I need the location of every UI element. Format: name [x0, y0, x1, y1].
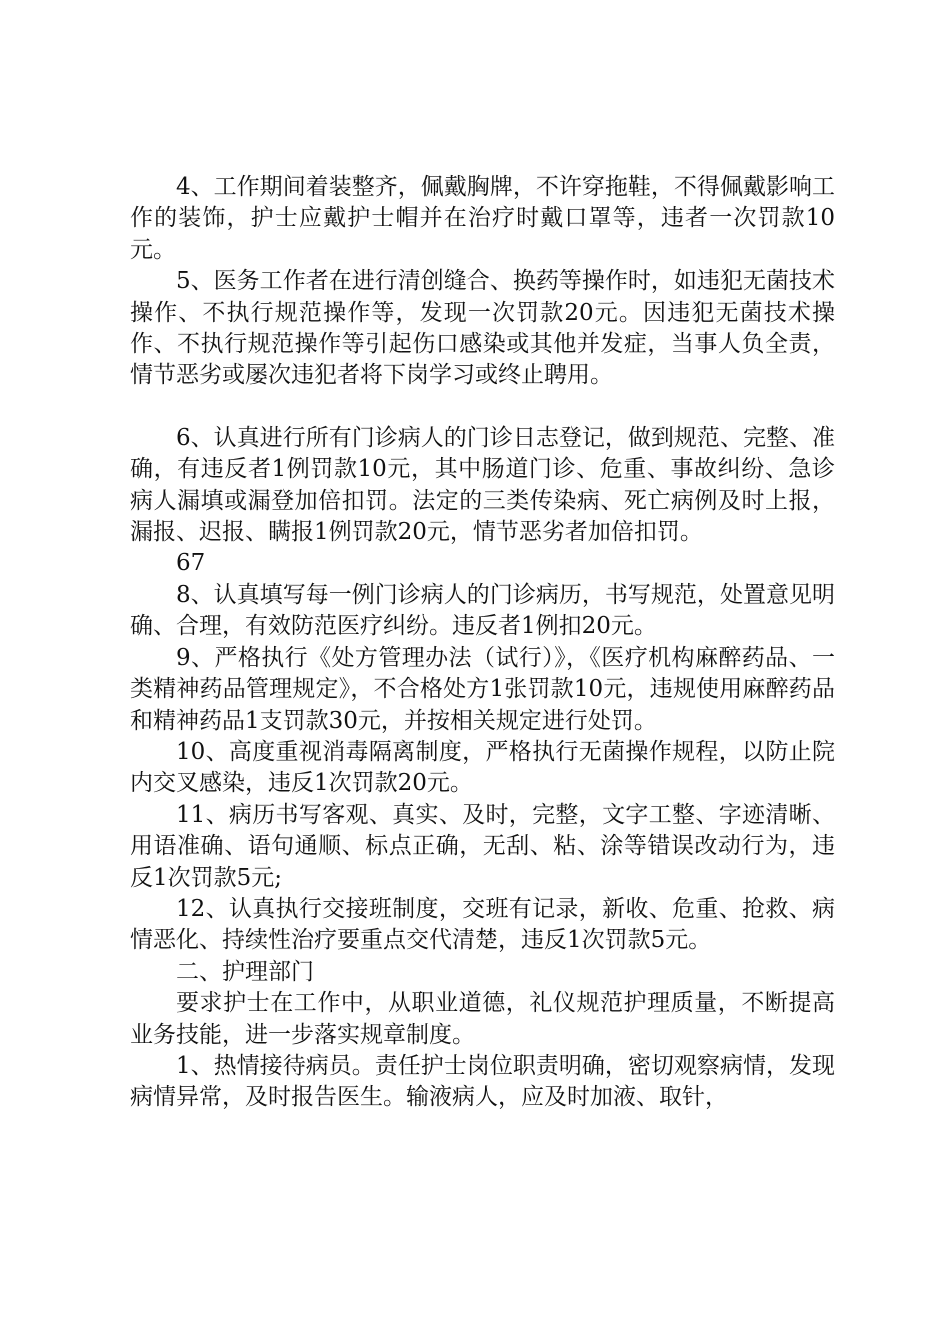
document-body [130, 172, 835, 1114]
section-heading-nursing: 二、护理部门 [176, 958, 314, 985]
paragraph-nursing-intro: 要求护士在工作中，从职业道德，礼仪规范护理质量，不断提高业务技能，进一步落实规章制度。 [130, 990, 835, 1048]
paragraph-rule-6: 6、认真进行所有门诊病人的门诊日志登记，做到规范、完整、准确，有违反者1例罚款10元，其中肠道门诊、危重、事故纠纷、急诊病人漏填或漏登加倍扣罚。法定的三类传染病、死亡病例及时上报，漏报、迟报、瞒报1例罚款20元，情节恶劣者加倍扣罚。 [130, 424, 835, 546]
paragraph-rule-11: 11、病历书写客观、真实、及时，完整，文字工整、字迹清晰、用语准确、语句通顺、标点正确，无刮、粘、涂等错误改动行为，违反1次罚款5元; [130, 801, 835, 891]
paragraph-rule-10: 10、高度重视消毒隔离制度，严格执行无菌操作规程，以防止院内交叉感染，违反1次罚款20元。 [130, 738, 835, 797]
paragraph-nursing-rule-1: 1、热情接待病员。责任护士岗位职责明确，密切观察病情，发现病情异常，及时报告医生。输液病人，应及时加液、取针， [130, 1052, 835, 1111]
paragraph-rule-9: 9、严格执行《处方管理办法（试行）》，《医疗机构麻醉药品、一类精神药品管理规定》，不合格处方1张罚款10元，违规使用麻醉药品和精神药品1支罚款30元，并按相关规定进行处罚。 [130, 644, 835, 734]
paragraph-rule-4: 4、工作期间着装整齐，佩戴胸牌，不许穿拖鞋，不得佩戴影响工作的装饰，护士应戴护士帽并在治疗时戴口罩等，违者一次罚款10元。 [130, 174, 835, 263]
paragraph-number-67: 67 [176, 550, 206, 577]
paragraph-rule-12: 12、认真执行交接班制度，交班有记录，新收、危重、抢救、病情恶化、持续性治疗要重点交代清楚，违反1次罚款5元。 [130, 895, 835, 954]
paragraph-rule-8: 8、认真填写每一例门诊病人的门诊病历，书写规范，处置意见明确、合理，有效防范医疗纠纷。违反者1例扣20元。 [130, 581, 835, 640]
paragraph-rule-5: 5、医务工作者在进行清创缝合、换药等操作时，如违犯无菌技术操作、不执行规范操作等，发现一次罚款20元。因违犯无菌技术操作、不执行规范操作等引起伤口感染或其他并发症，当事人负全责，情节恶劣或屡次违犯者将下岗学习或终止聘用。 [130, 268, 835, 389]
